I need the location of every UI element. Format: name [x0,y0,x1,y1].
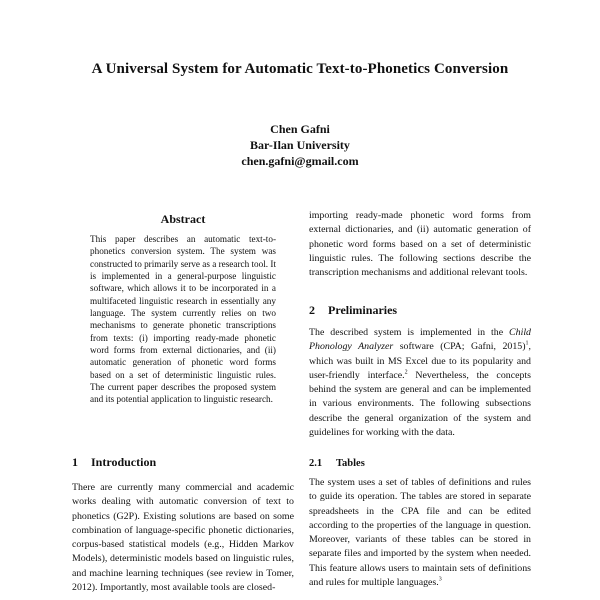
section-title: Preliminaries [328,303,398,317]
section-number: 1 [72,455,78,469]
abstract-text: This paper describes an automatic text-to-phonetics conversion system. The system was constructed to primarily serve as a research tool. It is implemented in a general-purpose linguistic software, which allows it to be incorporated in a multifaceted linguistic research in essentially any language. The system currently relies on two mechanisms to generate phonetic transcriptions from texts: (i) importing ready-made phonetic word forms from external dictionaries, and (ii) automatic generation of phonetic word forms based on a set of deterministic linguistic rules. The current paper describes the proposed system and its potential application to linguistic research. [90,234,276,405]
preliminaries-text [309,326,531,440]
software-name: Child Phonology Analyzer [309,327,531,353]
abstract-heading: Abstract [160,212,206,226]
author-email: chen.gafni@gmail.com [241,154,359,168]
footnote-marker-2: 2 [404,369,408,376]
author-affiliation: Bar-Ilan University [250,138,350,152]
introduction-heading [72,455,156,470]
tables-heading [309,458,365,469]
author-block [0,121,600,169]
section-title: Introduction [91,455,157,469]
preliminaries-text-a: The described system is implemented in the [309,327,510,338]
section-number: 2.1 [309,458,323,469]
section-title: Tables [336,458,365,469]
preliminaries-text-c: , which was built in MS Excel due to its popularity and user-friendly interface. [309,341,531,381]
tables-text [309,476,531,590]
introduction-text-left: There are currently many commercial and academic works dealing with automatic conversion of text to phonetics (G2P). Existing solutions are based on some combination of language-specific phonetic dictionaries, corpus-based statistical models (e.g., Hidden Markov Models), deterministic models based on linguistic rules, and machine learning techniques (see review in Tomer, 2012). Importantly, most available tools are closed- [72,482,294,593]
paper-title: A Universal System for Automatic Text-to-Phonetics Conversion [91,61,509,77]
section-number: 2 [309,303,315,317]
footnote-marker-1: 1 [525,340,529,347]
tables-text-body: The system uses a set of tables of definitions and rules to guide its operation. The tables are stored in separate spreadsheets in the CPA file and can be edited according to the properties of the language in question. Moreover, variants of these tables can be stored in separate files and imported by the system when needed. This feature allows users to maintain sets of definitions and rules for multiple languages. [309,477,531,588]
author-name: Chen Gafni [270,122,330,136]
introduction-text-right: importing ready-made phonetic word forms from external dictionaries, and (ii) automatic generation of phonetic word forms based on a set of deterministic linguistic rules. The following sections describe the transcription mechanisms and additional relevant tools. [309,210,531,278]
preliminaries-text-d: Nevertheless, the concepts behind the system are general and can be implemented in various environments. The following subsections describe the general organization of the system and guidelines for working with the data. [309,369,531,438]
preliminaries-heading [309,303,397,318]
preliminaries-text-b: software (CPA; Gafni, 2015) [393,341,526,353]
footnote-marker-3: 3 [438,576,442,583]
